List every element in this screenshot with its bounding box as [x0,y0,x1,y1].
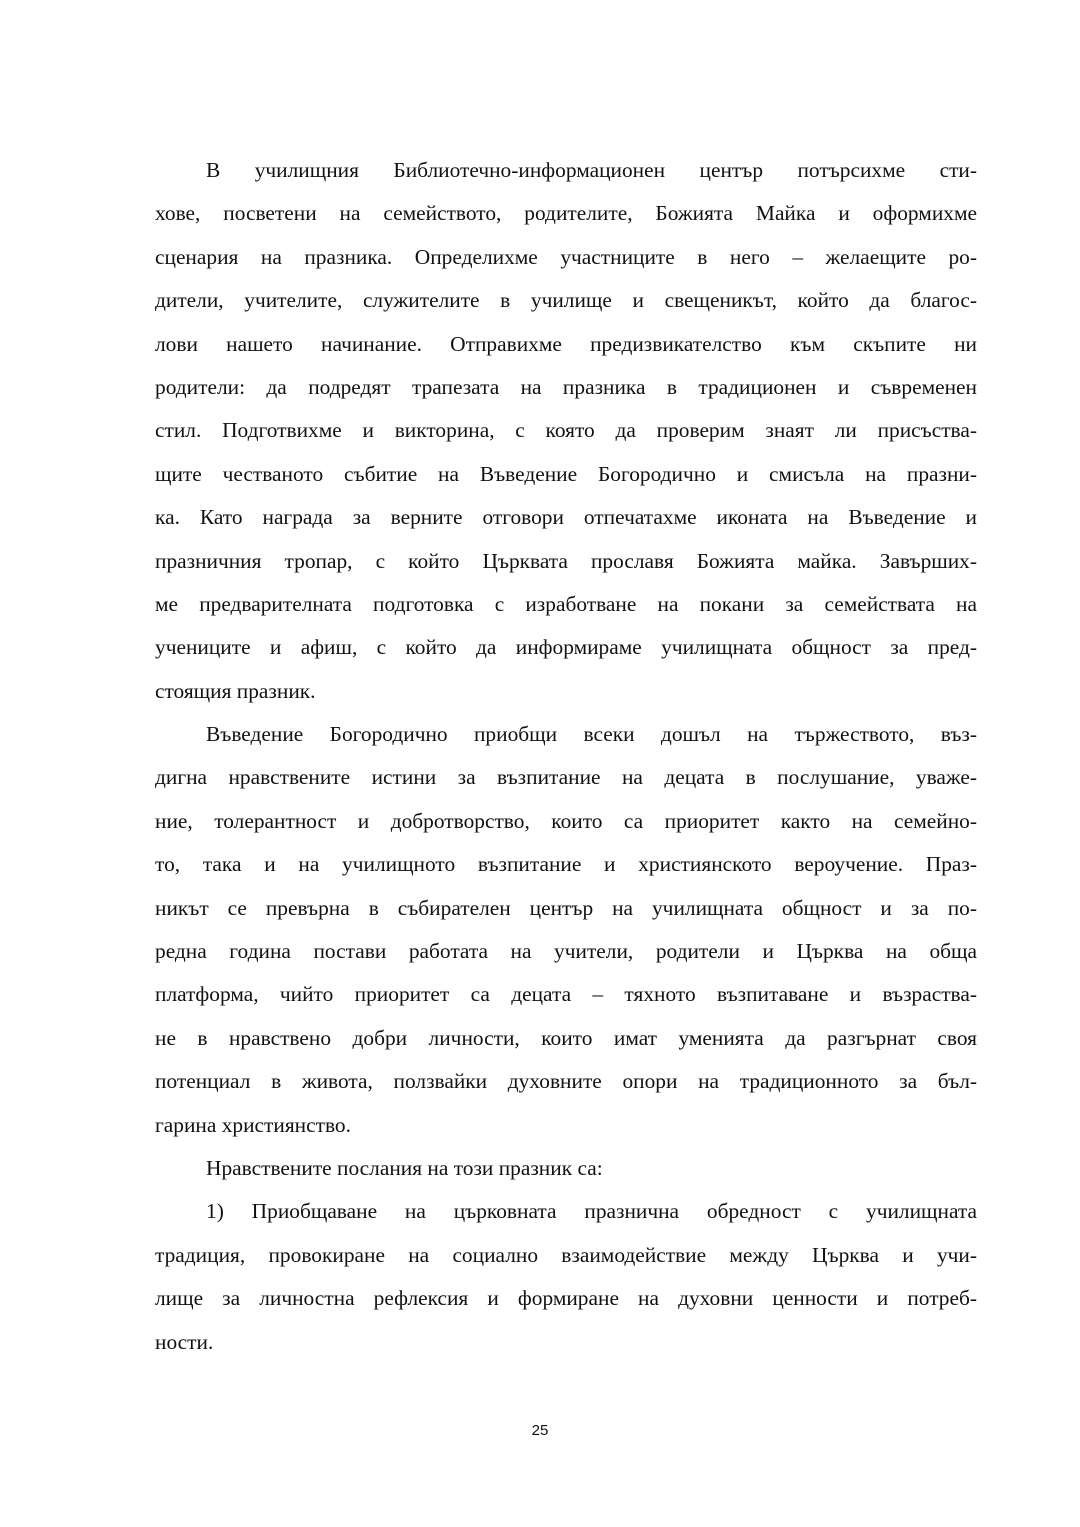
paragraph-preparation [155,149,977,713]
paragraph-line: редна година постави работата на учители, родители и Църква на обща [155,939,977,964]
page-number: 25 [531,1422,549,1439]
paragraph-line: стил. Подготвихме и викторина, с която да проверим знаят ли присъства- [155,418,977,443]
paragraph-line: то, така и на училищното възпитание и християнското вероучение. Праз- [155,852,977,877]
paragraph-line: дигна нравствените истини за възпитание на децата в послушание, уваже- [155,765,977,790]
paragraph-line: Нравствените послания на този празник са: [206,1155,603,1180]
body-text [155,149,977,1364]
paragraph-line: ме предварителната подготовка с изработване на покани за семействата на [155,591,977,616]
paragraph-line: стоящия празник. [155,678,316,703]
paragraph-line: платформа, чийто приоритет са децата – тяхното възпитаване и възраства- [155,982,977,1007]
paragraph-line: родители: да подредят трапезата на празника в традиционен и съвременен [155,374,977,399]
paragraph-line: потенциал в живота, ползвайки духовните опори на традиционното за бъл- [155,1069,977,1094]
paragraph-line: лови нашето начинание. Отправихме предизвикателство към скъпите ни [155,331,977,356]
paragraph-line: сценария на празника. Определихме участниците в него – желаещите ро- [155,244,977,269]
paragraph-line: никът се превърна в събирателен център на училищната общност и за по- [155,895,977,920]
paragraph-line: гарина християнство. [155,1112,351,1137]
paragraph-line: 1) Приобщаване на църковната празнична обредност с училищната [206,1199,977,1224]
paragraph-line: лище за личностна рефлексия и формиране на духовни ценности и потреб- [155,1286,977,1311]
paragraph-line: не в нравствено добри личности, които имат уменията да разгърнат своя [155,1025,977,1050]
paragraph-message-1 [155,1190,977,1364]
paragraph-line: щите честваното събитие на Въведение Богородично и смисъла на празни- [155,461,977,486]
paragraph-line: ности. [155,1329,214,1354]
paragraph-line: ние, толерантност и добротворство, които са приоритет както на семейно- [155,808,977,833]
paragraph-line: Въведение Богородично приобщи всеки дошъл на тържеството, въз- [206,722,977,747]
paragraph-line: В училищния Библиотечно-информационен център потърсихме сти- [206,158,977,182]
paragraph-line: празничния тропар, с който Църквата прославя Божията майка. Завърших- [155,548,977,573]
paragraph-messages-intro [155,1147,977,1190]
paragraph-line: хове, посветени на семейството, родителите, Божията Майка и оформихме [155,201,977,226]
paragraph-line: ка. Като награда за верните отговори отпечатахме иконата на Въведение и [155,505,977,530]
paragraph-line: дители, учителите, служителите в училище и свещеникът, който да благос- [155,288,977,313]
paragraph-line: учениците и афиш, с който да информираме училищната общност за пред- [155,635,977,660]
paragraph-feast-values [155,713,977,1147]
paragraph-line: традиция, провокиране на социално взаимодействие между Църква и учи- [155,1242,977,1267]
